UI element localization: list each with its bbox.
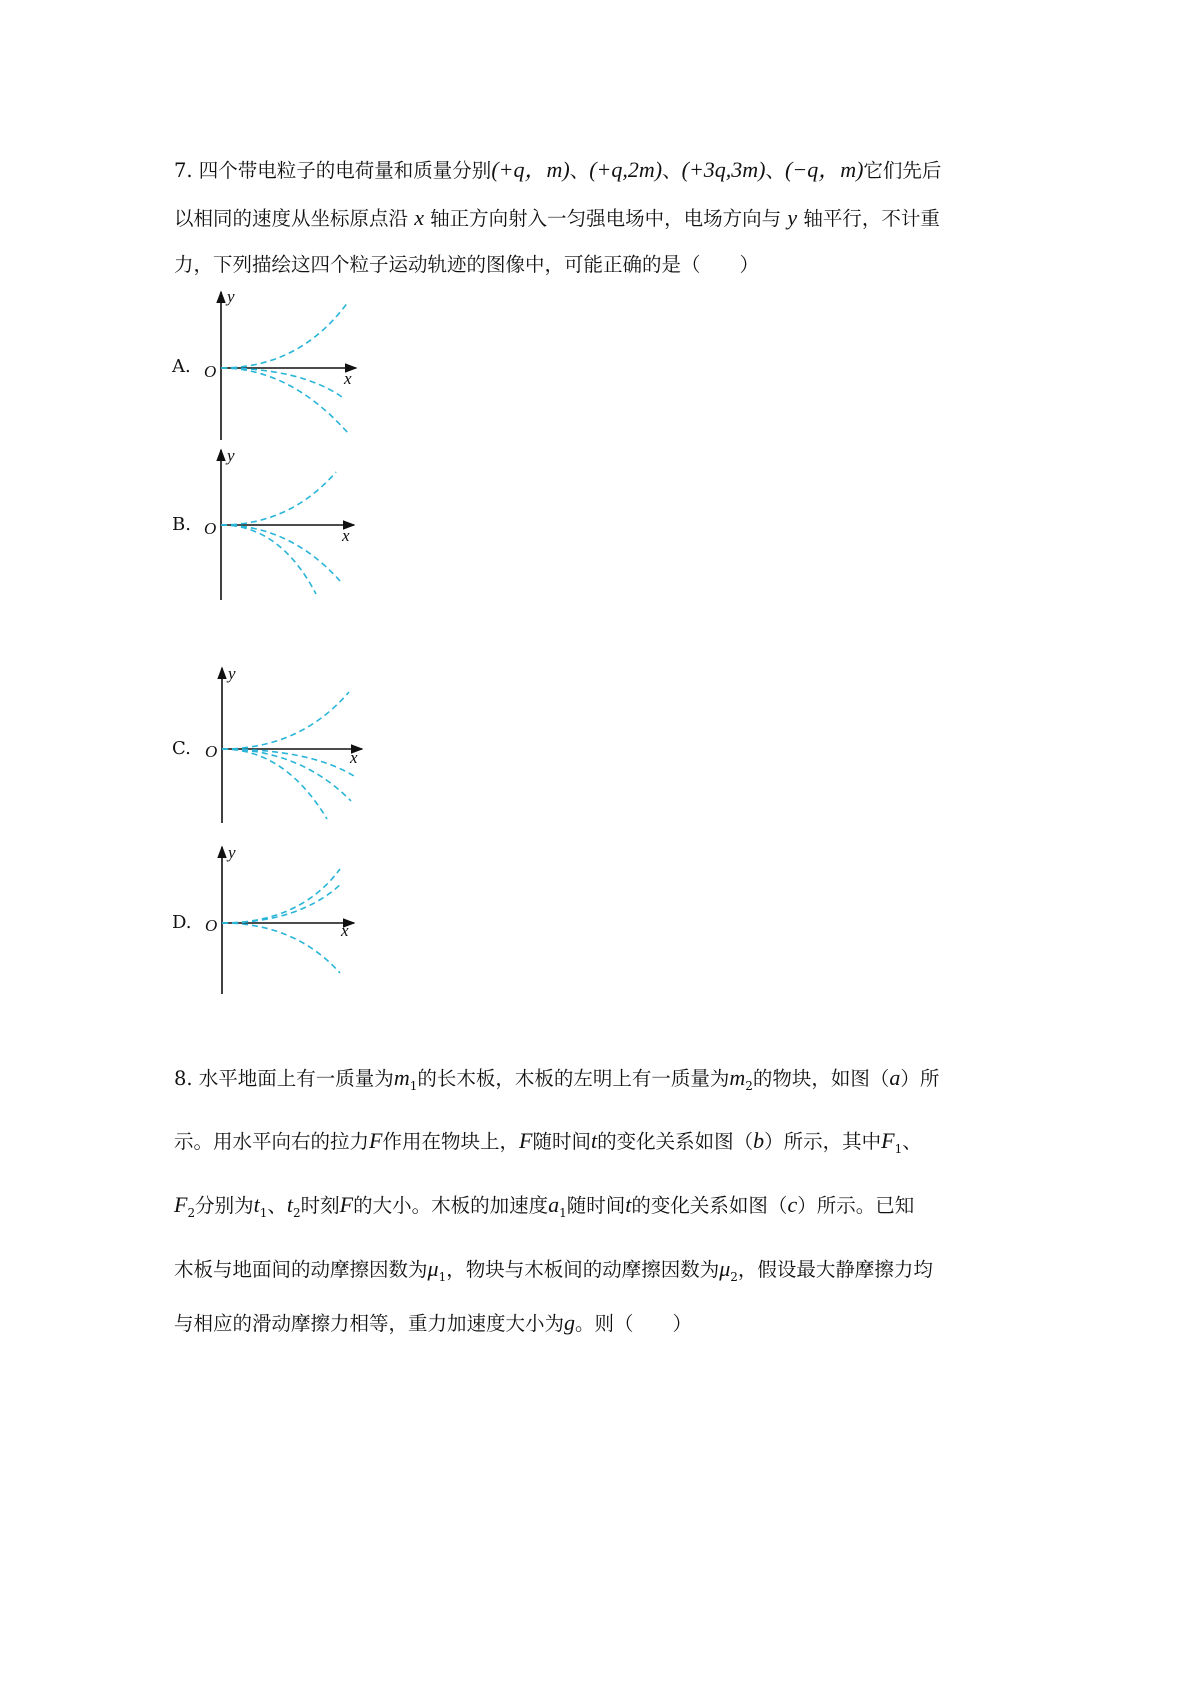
trajectory-curve xyxy=(222,749,351,801)
trajectory-curve xyxy=(221,302,348,368)
q8-line-4: 木板与地面间的动摩擦因数为$\mu_1$，物块与木板间的动摩擦因数为$\mu_2$，假设最大静摩擦力均 xyxy=(174,1256,933,1284)
trajectory-curve xyxy=(221,525,316,594)
q7-line-2: 以相同的速度从坐标原点沿 x 轴正方向射入一匀强电场中，电场方向与 y 轴平行，不计重 xyxy=(174,205,940,230)
q8-line-1: 8. 水平地面上有一质量为$m_1$的长木板，木板的左明上有一质量为$m_2$的物块，如图（a）所 xyxy=(174,1065,940,1093)
svg-text:O: O xyxy=(204,519,217,538)
svg-text:y: y xyxy=(227,287,235,306)
q8-line-3: $F_2$分别为$t_1$、$t_2$时刻F的大小。木板的加速度$a_1$随时间t的变化关系如图（c）所示。已知 xyxy=(174,1192,915,1220)
q8-line-2: 示。用水平向右的拉力F作用在物块上，F随时间t的变化关系如图（b）所示，其中$F_1$、 xyxy=(174,1128,922,1156)
svg-text:x: x xyxy=(341,921,349,940)
trajectory-curve xyxy=(222,692,349,749)
svg-text:y: y xyxy=(228,843,236,862)
svg-text:x: x xyxy=(342,526,350,545)
graph-d xyxy=(205,843,354,994)
option-b-label[interactable]: B. xyxy=(172,514,191,535)
trajectory-curve xyxy=(222,749,327,819)
trajectory-curve xyxy=(221,368,348,433)
option-d-label[interactable]: D. xyxy=(172,912,192,933)
trajectory-curve xyxy=(221,368,342,397)
q7-line-3: 力，下列描绘这四个粒子运动轨迹的图像中，可能正确的是（ ） xyxy=(174,253,760,276)
q7-line-1: 7. 四个带电粒子的电荷量和质量分别(+q，m)、(+q,2m)、(+3q,3m)、(−q，m)它们先后 xyxy=(174,157,942,182)
option-a-label[interactable]: A. xyxy=(172,356,191,377)
graph-b xyxy=(204,446,354,600)
svg-text:x: x xyxy=(344,369,352,388)
graph-c xyxy=(205,664,362,823)
trajectory-curve xyxy=(221,525,340,581)
svg-text:O: O xyxy=(204,362,217,381)
trajectory-curve xyxy=(222,883,342,923)
svg-text:y: y xyxy=(227,446,235,465)
svg-text:y: y xyxy=(228,664,236,683)
option-c-label[interactable]: C. xyxy=(172,738,191,759)
graph-a xyxy=(204,287,356,440)
trajectory-curve xyxy=(222,923,340,973)
trajectory-curve xyxy=(222,869,340,923)
q8-line-5: 与相应的滑动摩擦力相等，重力加速度大小为g。则（ ） xyxy=(174,1310,693,1335)
svg-text:x: x xyxy=(350,748,358,767)
trajectory-curve xyxy=(221,472,336,525)
svg-text:O: O xyxy=(205,916,218,935)
svg-text:O: O xyxy=(205,742,218,761)
